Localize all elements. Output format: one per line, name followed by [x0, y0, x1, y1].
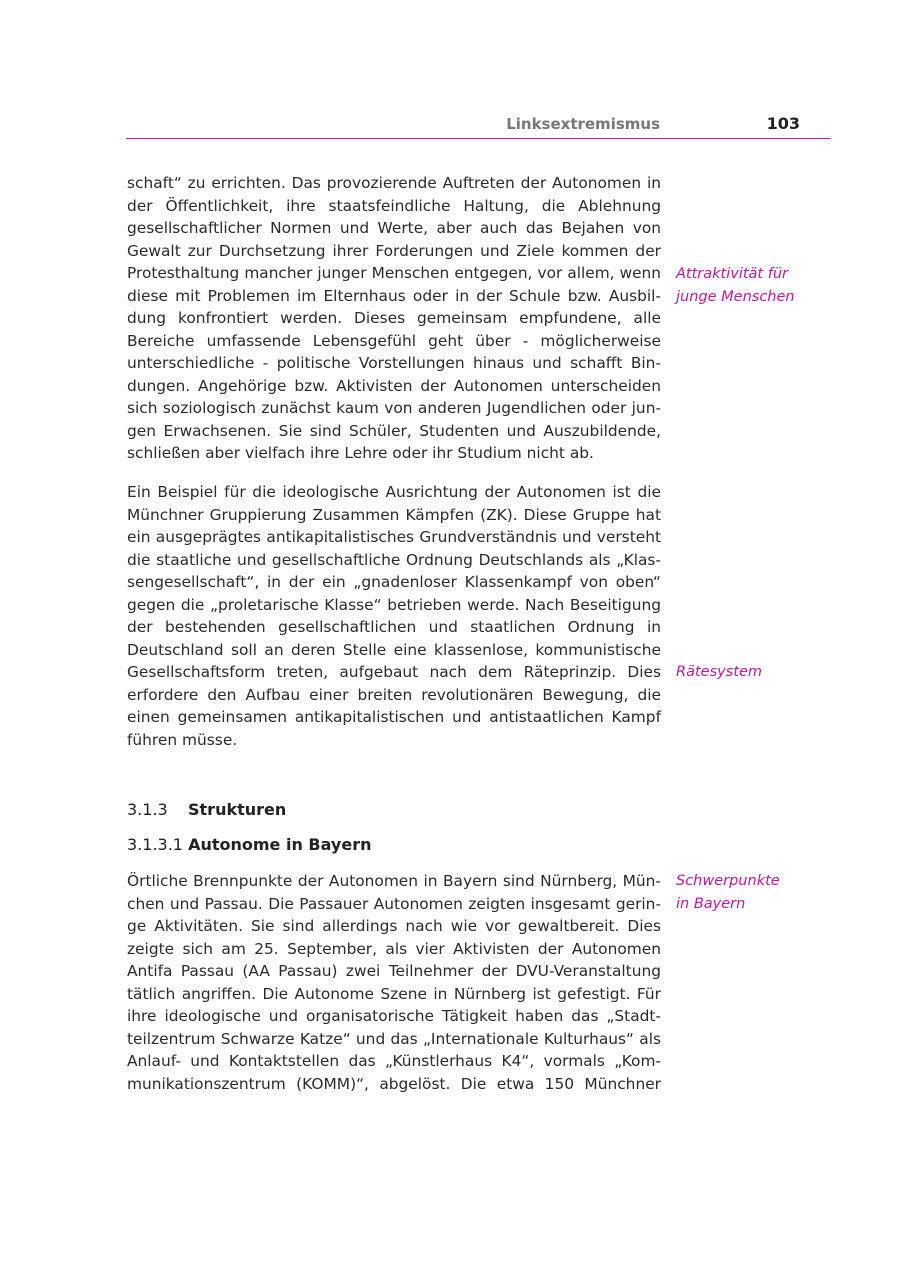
text-line: der bestehenden gesellschaftlichen und staatlichen Ordnung in: [127, 618, 661, 636]
text-line: Antifa Passau (AA Passau) zwei Teilnehmer der DVU-Veranstaltung: [127, 962, 661, 980]
text-line: der Öffentlichkeit, ihre staatsfeindliche Haltung, die Ablehnung: [127, 196, 661, 215]
text-line: gesellschaftlicher Normen und Werte, aber auch das Bejahen von: [127, 219, 661, 237]
text-line: dung konfrontiert werden. Dieses gemeinsam empfundene, alle: [127, 309, 661, 327]
section-title: Strukturen: [188, 800, 287, 819]
text-line: schließen aber vielfach ihre Lehre oder ihr Studium nicht ab.: [127, 444, 594, 462]
text-line: gen Erwachsenen. Sie sind Schüler, Studenten und Auszubildende,: [127, 421, 661, 440]
text-line: einen gemeinsamen antikapitalistischen und antistaatlichen Kampf: [127, 708, 661, 726]
text-line: sich soziologisch zunächst kaum von anderen Jugendlichen oder jun-: [127, 399, 661, 417]
body-paragraph: [127, 172, 661, 465]
text-line: Gewalt zur Durchsetzung ihrer Forderungen und Ziele kommen der: [127, 241, 661, 260]
subsection-number: 3.1.3.1: [127, 835, 183, 854]
text-line: Münchner Gruppierung Zusammen Kämpfen (ZK). Diese Gruppe hat: [127, 505, 661, 524]
text-line: ge Aktivitäten. Sie sind allerdings nach wie vor gewaltbereit. Dies: [127, 917, 661, 935]
text-line: Bereiche umfassende Lebensgefühl geht über - möglicherweise: [127, 331, 661, 350]
text-line: Deutschland soll an deren Stelle eine klassenlose, kommunistische: [127, 640, 661, 659]
text-line: ihre ideologische und organisatorische Tätigkeit haben das „Stadt-: [127, 1007, 661, 1025]
margin-note-line: Attraktivität für: [676, 266, 788, 282]
text-line: teilzentrum Schwarze Katze“ und das „Internationale Kulturhaus“ als: [127, 1029, 661, 1048]
text-line: dungen. Angehörige bzw. Aktivisten der Autonomen unterscheiden: [127, 376, 661, 395]
text-line: sengesellschaft“, in der ein „gnadenloser Klassenkampf von oben“: [127, 573, 661, 591]
margin-note: [676, 870, 826, 915]
subsection-heading: [127, 835, 371, 854]
text-line: diese mit Problemen im Elternhaus oder in der Schule bzw. Ausbil-: [127, 286, 661, 305]
text-line: Gesellschaftsform treten, aufgebaut nach dem Räteprinzip. Dies: [127, 663, 661, 681]
margin-note: [676, 661, 826, 684]
text-line: Örtliche Brennpunkte der Autonomen in Bayern sind Nürnberg, Mün-: [127, 872, 661, 890]
text-line: tätlich angriffen. Die Autonome Szene in Nürnberg ist gefestigt. Für: [127, 984, 661, 1003]
body-paragraph: [127, 481, 661, 751]
text-line: zeigte sich am 25. September, als vier Aktivisten der Autonomen: [127, 939, 661, 958]
text-line: die staatliche und gesellschaftliche Ordnung Deutschlands als „Klas-: [127, 550, 661, 569]
running-header-title: Linksextremismus: [506, 115, 660, 133]
subsection-title: Autonome in Bayern: [188, 835, 372, 854]
margin-note-line: Rätesystem: [676, 664, 762, 680]
text-line: erfordere den Aufbau einer breiten revolutionären Bewegung, die: [127, 685, 661, 704]
header-rule: [126, 138, 830, 139]
text-line: unterschiedliche - politische Vorstellungen hinaus und schafft Bin-: [127, 354, 661, 372]
page-number: 103: [766, 114, 800, 133]
margin-note: [676, 263, 826, 308]
text-line: gegen die „proletarische Klasse“ betrieben werde. Nach Beseitigung: [127, 595, 661, 614]
text-line: ein ausgeprägtes antikapitalistisches Grundverständnis und versteht: [127, 528, 661, 546]
body-paragraph: [127, 870, 661, 1095]
text-line: schaft“ zu errichten. Das provozierende Auftreten der Autonomen in: [127, 174, 661, 192]
margin-note-line: junge Menschen: [676, 288, 795, 305]
text-line: chen und Passau. Die Passauer Autonomen zeigten insgesamt gerin-: [127, 894, 661, 913]
section-number: 3.1.3: [127, 800, 168, 819]
section-heading: [127, 800, 286, 819]
text-line: munikationszentrum (KOMM)“, abgelöst. Die etwa 150 Münchner: [127, 1074, 661, 1093]
text-line: führen müsse.: [127, 730, 238, 749]
margin-note-line: in Bayern: [676, 895, 746, 912]
text-line: Anlauf- und Kontaktstellen das „Künstlerhaus K4“, vormals „Kom-: [127, 1052, 661, 1070]
margin-note-line: Schwerpunkte: [676, 873, 780, 889]
text-line: Ein Beispiel für die ideologische Ausrichtung der Autonomen ist die: [127, 483, 661, 501]
text-line: Protesthaltung mancher junger Menschen entgegen, vor allem, wenn: [127, 264, 661, 282]
